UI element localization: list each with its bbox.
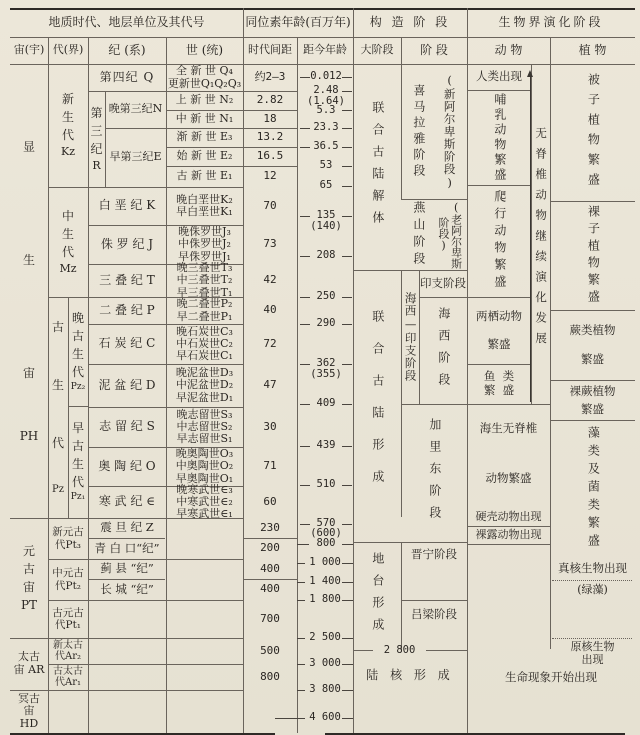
plant-psilophytes: 裸蕨植物 繁盛 — [569, 383, 616, 416]
eon-archean: 太古宙 AR — [13, 650, 45, 676]
stage-hercynian: 海西阶段 — [436, 306, 451, 395]
era-neoarchean: 新太古代Ar₂ — [53, 639, 83, 662]
stage-neo-alpine: (新阿尔卑斯阶段) — [442, 72, 457, 191]
plant-dotted-prokaryote — [552, 638, 632, 639]
animal-marine-inverts-2: 动物繁盛 — [485, 471, 532, 486]
period-cambrian: 寒 武 纪 ∈ — [98, 494, 156, 509]
animal-shelled: 硬壳动物出现 — [475, 509, 542, 523]
col-age: 距今年龄 — [303, 43, 347, 57]
mega-nuclei: 陆 核 形 成 — [366, 668, 454, 683]
age-1400: 1 400 — [309, 575, 341, 588]
stage-hercynian-indosinian: 海西—印支阶段 — [403, 292, 418, 382]
col-duration: 时代间距 — [248, 43, 292, 57]
duration-t: 42 — [263, 273, 277, 287]
period-neogene: 晚第三纪N — [108, 102, 163, 116]
mega-platform: 地台形成 — [370, 552, 385, 640]
duration-jx: 400 — [260, 561, 280, 575]
period-silurian: 志 留 纪 S — [99, 419, 155, 434]
age-409: 409 — [316, 397, 336, 410]
epoch-paleocene: 古 新 世 E₁ — [176, 169, 233, 183]
era-divider-hd — [48, 690, 243, 691]
duration-c: 72 — [263, 336, 277, 350]
mega-2800: 2 800 — [383, 643, 416, 656]
stage-luliang: 吕梁阶段 — [411, 607, 457, 622]
duration-o: 71 — [263, 459, 277, 473]
epoch-permian: 晚二叠世P₂ 早二叠世P₁ — [176, 297, 233, 323]
duration-cc: 400 — [260, 582, 280, 596]
animal-divider-naked — [467, 544, 550, 545]
age-164: (1.64) — [307, 95, 345, 107]
col-mega-stage: 大阶段 — [360, 43, 394, 57]
age-53ma: 53 — [319, 159, 333, 172]
duration-ar1: 800 — [260, 669, 280, 683]
stage-himalaya: 喜马拉雅阶段 — [411, 83, 426, 180]
period-devonian: 泥 盆 纪 D — [98, 377, 156, 392]
plant-prokaryotes: 原核生物 出现 — [570, 640, 615, 666]
age-65: 65 — [319, 179, 333, 192]
tertiary-label: 第 三 纪 R — [90, 105, 103, 172]
stage-jinning: 晋宁阶段 — [411, 547, 457, 561]
epoch-ordovician: 晚奥陶世O₃ 中奥陶世O₂ 早奥陶世O₁ — [175, 447, 234, 485]
era-paleozoic: 古 生 代 Pz — [51, 320, 64, 495]
era-paleoproterozoic: 古元古代Pt₁ — [52, 606, 84, 631]
age-208: 208 — [316, 249, 336, 262]
duration-e1: 12 — [263, 169, 277, 183]
era-mesozoic: 中 生 代 Mz — [59, 208, 77, 275]
age-3800: 3 800 — [309, 683, 341, 696]
period-carboniferous: 石 炭 纪 C — [98, 336, 156, 351]
col-era: 代(界) — [52, 43, 84, 57]
epoch-cretaceous: 晚白垩世K₂ 早白垩世K₁ — [176, 192, 233, 218]
period-jurassic: 侏 罗 纪 J — [100, 236, 154, 251]
header-title: 地质时代、地层单位及其代号 — [48, 14, 205, 29]
duration-j: 73 — [263, 237, 277, 251]
period-sinian: 震 旦 纪 Z — [100, 520, 154, 535]
period-triassic: 三 叠 纪 T — [99, 272, 155, 287]
age-2500: 2 500 — [309, 631, 341, 644]
life-begins: 生命现象开始出现 — [505, 670, 597, 685]
epoch-jurassic: 晚侏罗世J₃ 中侏罗世J₂ 早侏罗世J₁ — [178, 225, 231, 263]
duration-p: 40 — [263, 303, 277, 317]
period-cretaceous: 白 垩 纪 K — [98, 198, 156, 213]
era-early-paleozoic: 早 古 生 代 Pz₁ — [70, 421, 86, 503]
era-neoproterozoic: 新元古代Pt₃ — [52, 526, 84, 551]
col-stage: 阶 段 — [420, 42, 448, 57]
age-0012: 0.012 — [310, 70, 342, 83]
duration-qbk: 200 — [260, 541, 280, 555]
duration-ar2: 500 — [260, 643, 280, 657]
eon-proterozoic: 元 古 宙 PT — [20, 544, 38, 612]
col-epoch: 世 (统) — [185, 42, 224, 57]
duration-k: 70 — [263, 198, 277, 212]
age-3000: 3 000 — [309, 657, 341, 670]
age-135: 135 — [316, 209, 336, 222]
epoch-miocene: 中 新 世 N₁ — [175, 111, 234, 125]
age-800: 800 — [316, 537, 336, 550]
duration-e3: 13.2 — [256, 130, 284, 144]
duration-z: 230 — [260, 520, 280, 534]
age-362: 362 — [316, 357, 336, 370]
epoch-oligocene: 渐 新 世 E₃ — [176, 130, 233, 144]
duration-q: 约2—3 — [254, 70, 286, 84]
plant-algae-fungi: 藻类及菌类繁盛 — [586, 426, 601, 552]
animal-amphibians: 两栖动物 繁盛 — [476, 309, 522, 351]
age-4600: 4 600 — [309, 711, 341, 724]
tect-2800-right — [426, 650, 467, 651]
age-248: 2.48 — [313, 84, 339, 97]
col-plants: 植 物 — [578, 42, 607, 57]
stage-indosinian: 印支阶段 — [420, 275, 466, 290]
plant-dotted-eukaryote — [552, 580, 632, 581]
eon-phanerozoic: 显 生 宙 PH — [19, 139, 39, 443]
age-570: 570 — [316, 517, 336, 530]
plant-green-algae: (绿藻) — [577, 582, 608, 596]
age-250: 250 — [316, 290, 336, 303]
animal-marine-inverts-1: 海生无脊椎 — [479, 421, 538, 436]
animal-fish: 鱼 类 繁 盛 — [483, 369, 515, 397]
header-tectonic: 构 造 阶 段 — [369, 14, 451, 29]
period-qingbaikou: 青 白 口“纪” — [94, 540, 160, 555]
plant-ferns: 蕨类植物 繁盛 — [569, 322, 616, 366]
age-355: (355) — [310, 368, 342, 381]
age-365: 36.5 — [313, 140, 339, 153]
eon-hadean: 冥古宙 HD — [18, 691, 40, 730]
era-paleoarchean: 古太古代Ar₁ — [53, 665, 83, 688]
era-late-paleozoic: 晚 古 生 代 Pz₂ — [70, 310, 86, 392]
animal-invertebrate-evolution: 无脊椎动物继续演化发展 — [534, 127, 549, 353]
header-bio: 生物界演化阶段 — [498, 14, 604, 29]
age-53: 5.3 — [316, 104, 336, 116]
animal-mammals: 哺乳动物繁盛 — [492, 92, 507, 183]
period-changcheng: 长 城 “纪” — [100, 581, 154, 596]
era-cenozoic: 新 生 代 Kz — [60, 92, 75, 159]
age-140: (140) — [310, 220, 342, 233]
age-290: 290 — [316, 317, 336, 330]
period-jixian: 蓟 县 “纪” — [100, 561, 154, 576]
header-isotope: 同位素年龄(百万年) — [245, 14, 351, 29]
epoch-devonian: 晚泥盆世D₃ 中泥盆世D₂ 早泥盆世D₁ — [175, 366, 234, 404]
duration-s: 30 — [263, 419, 277, 433]
plant-eukaryotes: 真核生物出现 — [558, 561, 627, 576]
epoch-eocene: 始 新 世 E₂ — [176, 149, 233, 163]
period-paleogene: 早第三纪E — [109, 150, 162, 164]
duration-n2: 2.82 — [256, 93, 284, 107]
plant-gymnosperms: 裸子植物繁盛 — [586, 204, 601, 307]
plant-angiosperms: 被子植物繁盛 — [586, 72, 601, 193]
age-600: (600) — [310, 527, 342, 540]
animal-humans: 人类出现 — [476, 69, 522, 84]
col-animals: 动 物 — [494, 42, 523, 57]
age-1800: 1 800 — [309, 593, 341, 606]
epoch-silurian: 晚志留世S₃ 中志留世S₂ 早志留世S₁ — [176, 407, 233, 446]
age-233: 23.3 — [313, 121, 339, 134]
period-permian: 二 叠 纪 P — [99, 302, 155, 317]
tect-2800-left — [353, 650, 373, 651]
age-510: 510 — [316, 478, 336, 491]
stage-caledonian: 加里东阶段 — [427, 418, 442, 528]
epoch-triassic: 晚三叠世T₃ 中三叠世T₂ 早三叠世T₁ — [176, 261, 233, 299]
duration-cm: 60 — [263, 494, 277, 508]
evolution-arrow-icon — [527, 70, 533, 77]
mega-pangea-breakup: 联合古陆解体 — [370, 101, 385, 233]
stage-old-alpine: (老阿尔卑斯阶段) — [437, 200, 463, 269]
epoch-quaternary: 全 新 世 Q₄ 更新世Q₁Q₂Q₃ — [167, 64, 242, 90]
duration-e2: 16.5 — [256, 149, 284, 163]
period-quaternary: 第四纪 Q — [99, 69, 155, 84]
age-1000: 1 000 — [309, 556, 341, 569]
age-439: 439 — [316, 439, 336, 452]
period-ordovician: 奥 陶 纪 O — [98, 458, 156, 473]
col-eon: 宙(宇) — [13, 43, 45, 57]
mega-pangea-formation: 联合古陆形成 — [370, 310, 385, 502]
duration-n1: 18 — [263, 111, 277, 125]
epoch-pliocene: 上 新 世 N₂ — [175, 93, 234, 107]
stage-yanshan: 燕山阶段 — [411, 200, 426, 269]
epoch-carboniferous: 晚石炭世C₃ 中石炭世C₂ 早石炭世C₁ — [176, 324, 233, 363]
col-period: 纪 (系) — [108, 42, 146, 57]
era-mesoproterozoic: 中元古代Pt₂ — [52, 567, 84, 592]
epoch-cambrian: 晚寒武世∈₃ 中寒武世∈₂ 早寒武世∈₁ — [176, 482, 233, 521]
col-divider-duration — [297, 37, 298, 733]
animal-naked: 裸露动物出现 — [475, 527, 542, 541]
animal-reptiles: 爬行动物繁盛 — [492, 190, 507, 292]
duration-pt1: 700 — [260, 611, 280, 625]
duration-d: 47 — [263, 378, 277, 392]
